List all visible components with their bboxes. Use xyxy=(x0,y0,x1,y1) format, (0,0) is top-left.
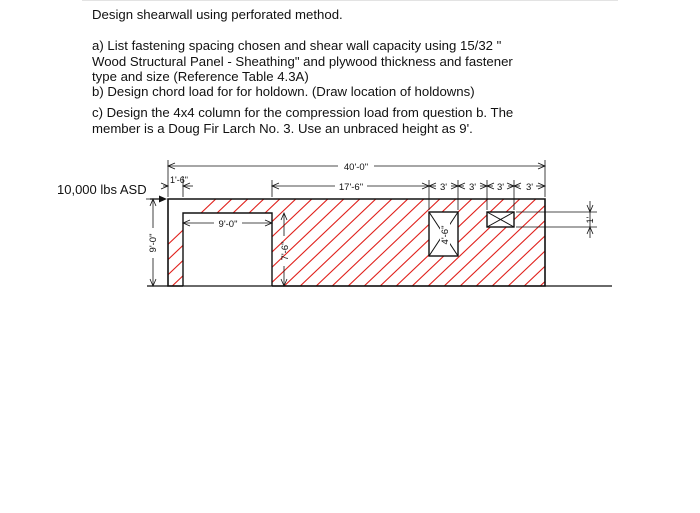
hatch-line xyxy=(120,195,220,290)
part-c-line-2: member is a Doug Fir Larch No. 3. Use an unbraced height as 9'. xyxy=(92,121,473,136)
hatch-line xyxy=(520,195,620,290)
hatch-line xyxy=(376,195,476,290)
hatch-line xyxy=(536,195,636,290)
part-c-line-1: c) Design the 4x4 column for the compression load from question b. The xyxy=(92,105,514,120)
hatch-line xyxy=(264,195,364,290)
part-a-line-2: Wood Structural Panel - Sheathing" and plywood thickness and fastener xyxy=(92,54,513,69)
hatch-line xyxy=(328,195,428,290)
hatch-line xyxy=(248,195,348,290)
dim-window2-width: 3' xyxy=(496,182,505,193)
wall-hatch-pattern xyxy=(120,195,700,290)
hatch-line xyxy=(456,195,556,290)
dim-door-width-label: 9'-0" xyxy=(218,219,238,230)
dim-window-gap: 3' xyxy=(468,182,477,193)
hatch-line xyxy=(568,195,668,290)
hatch-line xyxy=(184,195,284,290)
window-opening-2 xyxy=(487,212,514,227)
hatch-line xyxy=(488,195,588,290)
hatch-line xyxy=(616,195,700,290)
svg-text:4'-6": 4'-6" xyxy=(440,225,451,245)
part-b-text: b) Design chord load for for holdown. (Draw location of holdowns) xyxy=(92,84,475,99)
dim-door-height-label: 7'-6" xyxy=(280,241,291,261)
hatch-line xyxy=(552,195,652,290)
dim-window1-width: 3' xyxy=(439,182,448,193)
dim-end-segment: 3' xyxy=(525,182,534,193)
dim-window2-height-label: 1' xyxy=(585,216,595,224)
hatch-line xyxy=(600,195,700,290)
hatch-line xyxy=(280,195,380,290)
hatch-line xyxy=(584,195,684,290)
dim-window1-height xyxy=(440,221,451,249)
hatch-line xyxy=(152,195,252,290)
hatch-line xyxy=(296,195,396,290)
part-a-line-1: a) List fastening spacing chosen and shear wall capacity using 15/32 " xyxy=(92,38,502,53)
part-a-line-3: type and size (Reference Table 4.3A) xyxy=(92,69,309,84)
dim-overall-label: 40'-0" xyxy=(343,162,369,173)
hatch-line xyxy=(216,195,316,290)
hatch-line xyxy=(312,195,412,290)
dim-segment-label: 17'-6" xyxy=(338,182,364,193)
load-label: 10,000 lbs ASD xyxy=(57,182,147,197)
dim-wall-height-label: 9'-0" xyxy=(148,233,159,253)
dim-pier-label: 1'-6" xyxy=(170,175,188,185)
problem-title: Design shearwall using perforated method. xyxy=(92,7,343,22)
